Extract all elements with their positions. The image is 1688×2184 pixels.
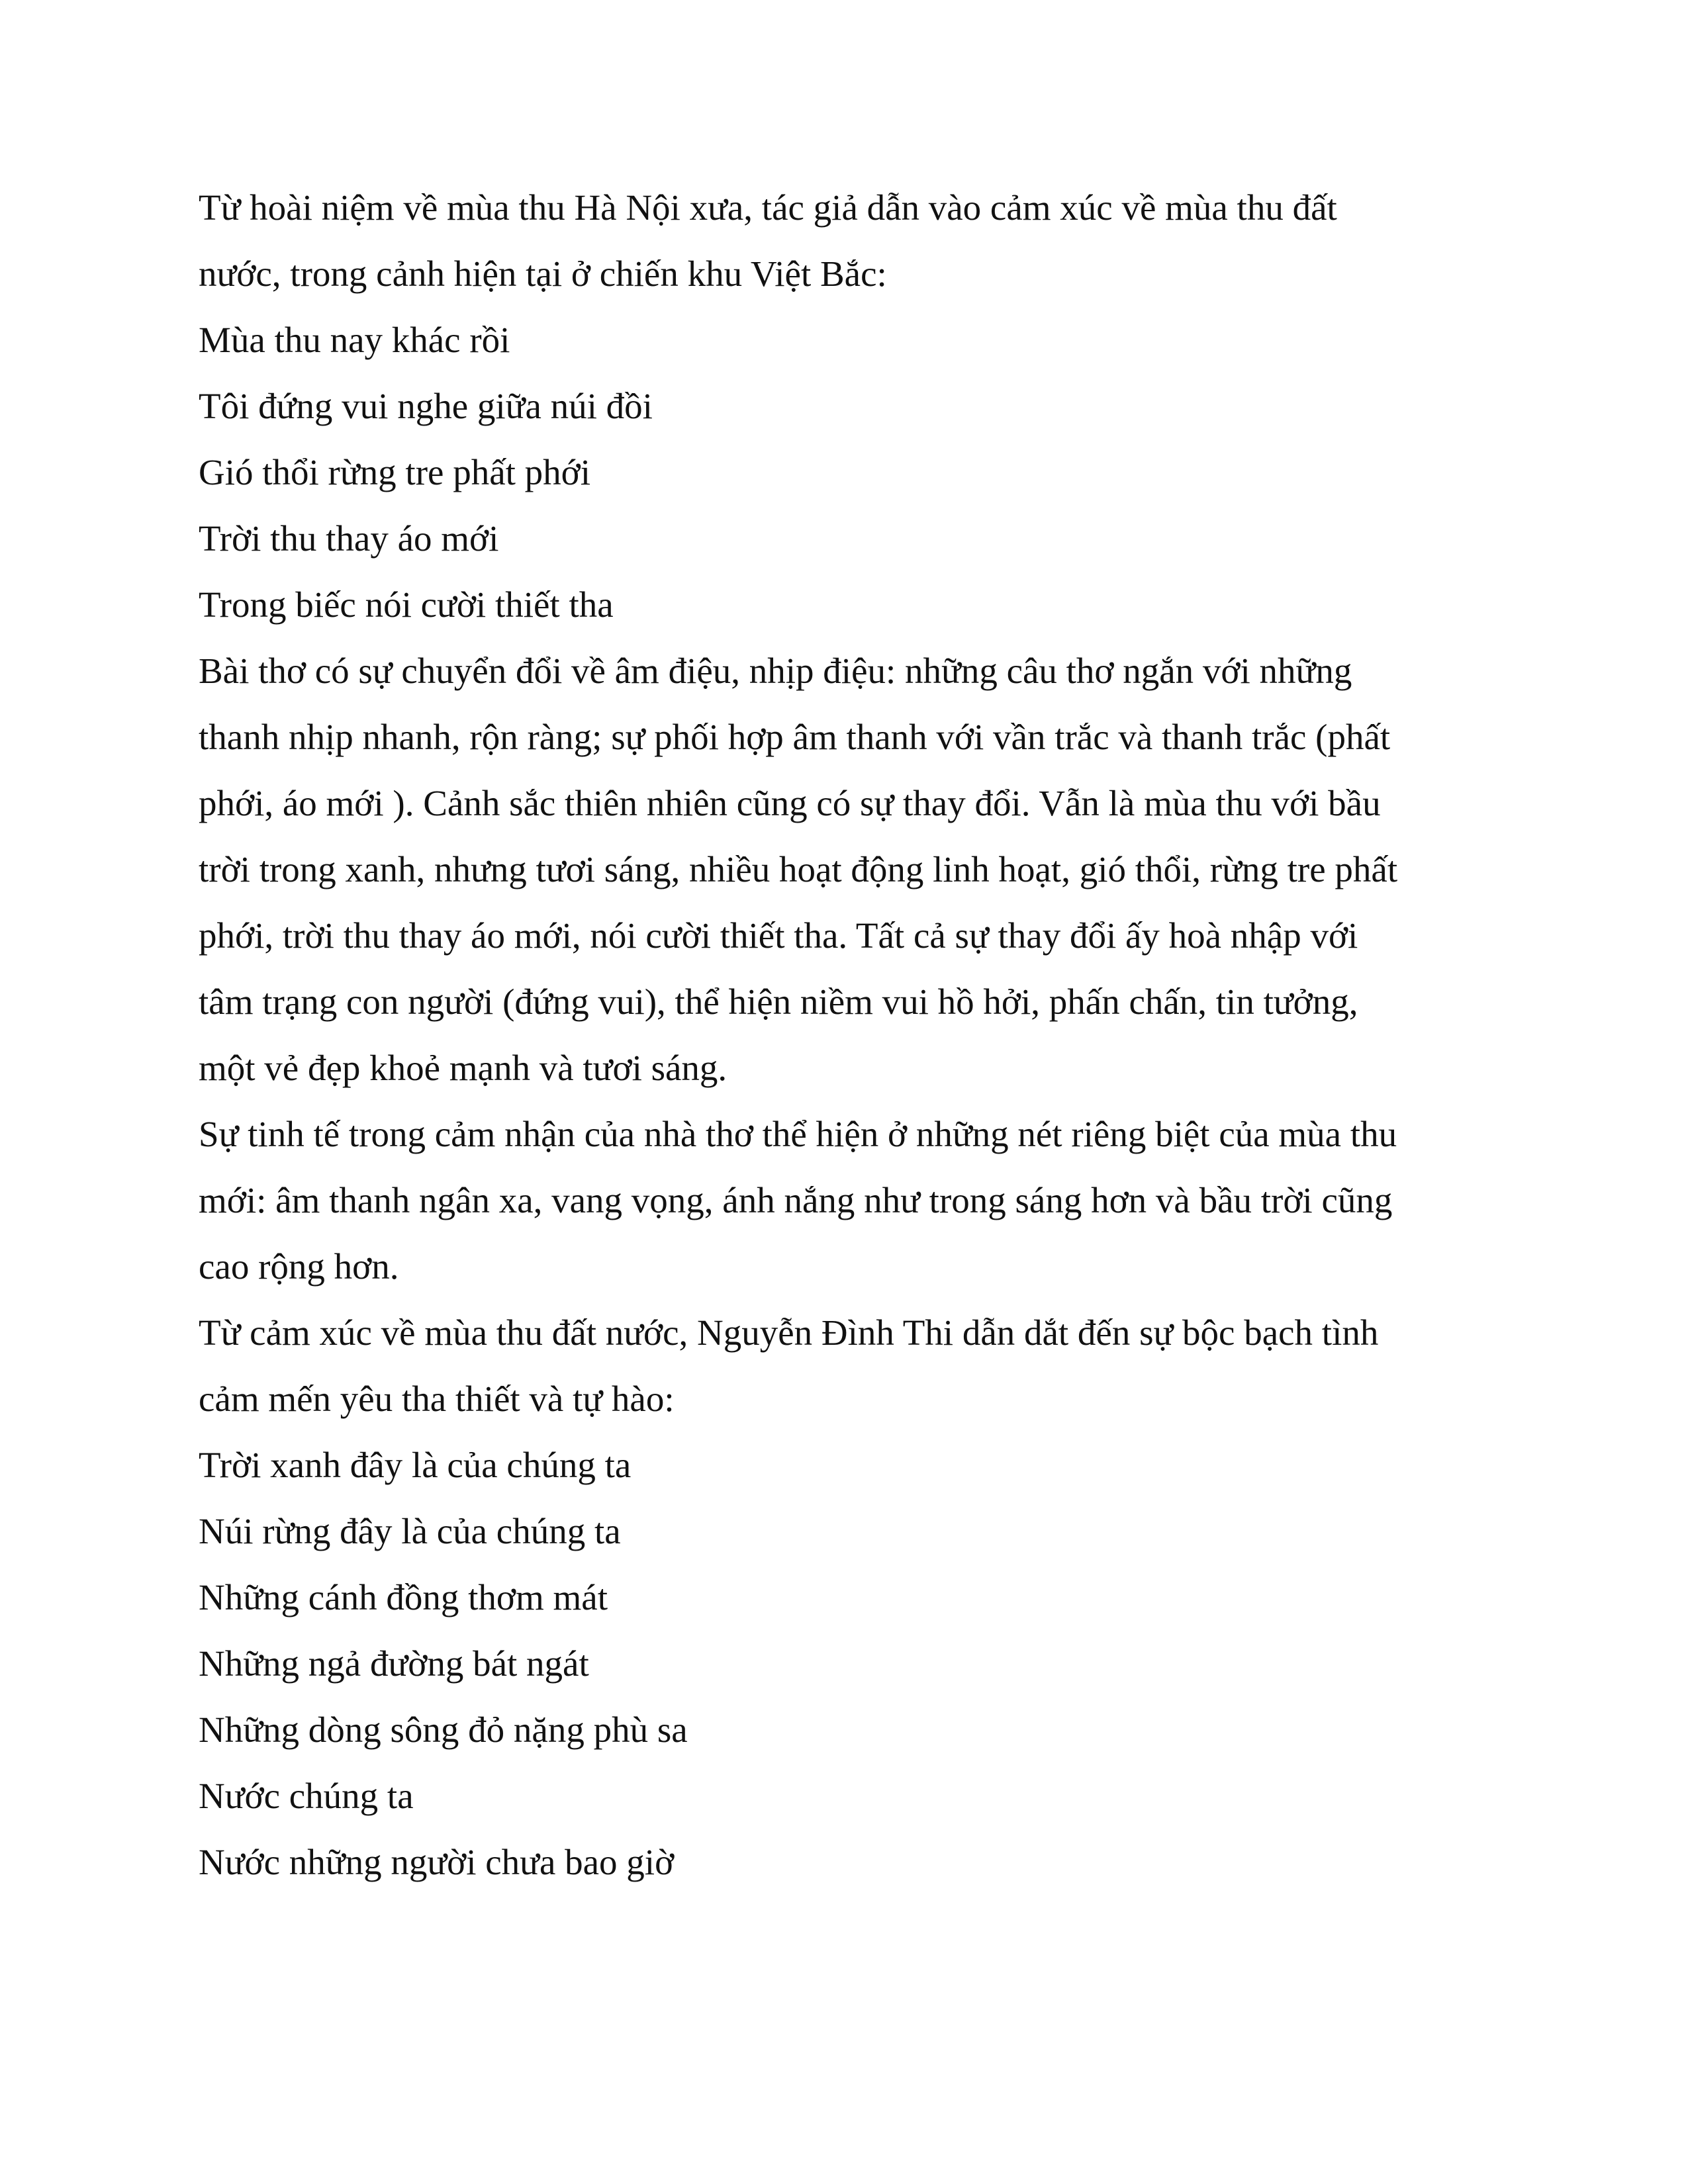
poem-line: Trời thu thay áo mới bbox=[199, 518, 499, 559]
poem-line: Nước những người chưa bao giờ bbox=[199, 1842, 675, 1882]
text-line: trời trong xanh, nhưng tươi sáng, nhiều hoạt động linh hoạt, gió thổi, rừng tre phất bbox=[199, 849, 1398, 889]
poem-line: Nước chúng ta bbox=[199, 1776, 414, 1816]
text-line: một vẻ đẹp khoẻ mạnh và tươi sáng. bbox=[199, 1048, 727, 1088]
text-line: cảm mến yêu tha thiết và tự hào: bbox=[199, 1379, 675, 1419]
text-line: Sự tinh tế trong cảm nhận của nhà thơ thể hiện ở những nét riêng biệt của mùa thu bbox=[199, 1114, 1397, 1154]
poem-line: Trong biếc nói cười thiết tha bbox=[199, 584, 614, 625]
text-line: tâm trạng con người (đứng vui), thể hiện niềm vui hồ hởi, phấn chấn, tin tưởng, bbox=[199, 981, 1358, 1022]
text-line: phới, trời thu thay áo mới, nói cười thiết tha. Tất cả sự thay đổi ấy hoà nhập với bbox=[199, 915, 1358, 956]
text-line: Từ cảm xúc về mùa thu đất nước, Nguyễn Đình Thi dẫn dắt đến sự bộc bạch tình bbox=[199, 1312, 1379, 1353]
text-line: nước, trong cảnh hiện tại ở chiến khu Việt Bắc: bbox=[199, 253, 887, 294]
poem-line: Gió thổi rừng tre phất phới bbox=[199, 452, 591, 492]
text-line: Bài thơ có sự chuyển đổi về âm điệu, nhịp điệu: những câu thơ ngắn với những bbox=[199, 651, 1352, 691]
text-line: cao rộng hơn. bbox=[199, 1246, 399, 1287]
poem-line: Trời xanh đây là của chúng ta bbox=[199, 1445, 632, 1485]
text-line: thanh nhịp nhanh, rộn ràng; sự phối hợp âm thanh với vần trắc và thanh trắc (phất bbox=[199, 717, 1391, 757]
text-line: phới, áo mới ). Cảnh sắc thiên nhiên cũng có sự thay đổi. Vẫn là mùa thu với bầu bbox=[199, 783, 1381, 823]
poem-line: Những ngả đường bát ngát bbox=[199, 1643, 589, 1684]
document-body bbox=[199, 175, 1489, 1895]
text-line: mới: âm thanh ngân xa, vang vọng, ánh nắng như trong sáng hơn và bầu trời cũng bbox=[199, 1180, 1393, 1220]
poem-line: Những dòng sông đỏ nặng phù sa bbox=[199, 1709, 688, 1750]
poem-line: Những cánh đồng thơm mát bbox=[199, 1577, 608, 1617]
poem-line: Núi rừng đây là của chúng ta bbox=[199, 1511, 621, 1551]
poem-line: Tôi đứng vui nghe giữa núi đồi bbox=[199, 386, 653, 426]
poem-line: Mùa thu nay khác rồi bbox=[199, 320, 510, 360]
text-line: Từ hoài niệm về mùa thu Hà Nội xưa, tác giả dẫn vào cảm xúc về mùa thu đất bbox=[199, 187, 1337, 228]
